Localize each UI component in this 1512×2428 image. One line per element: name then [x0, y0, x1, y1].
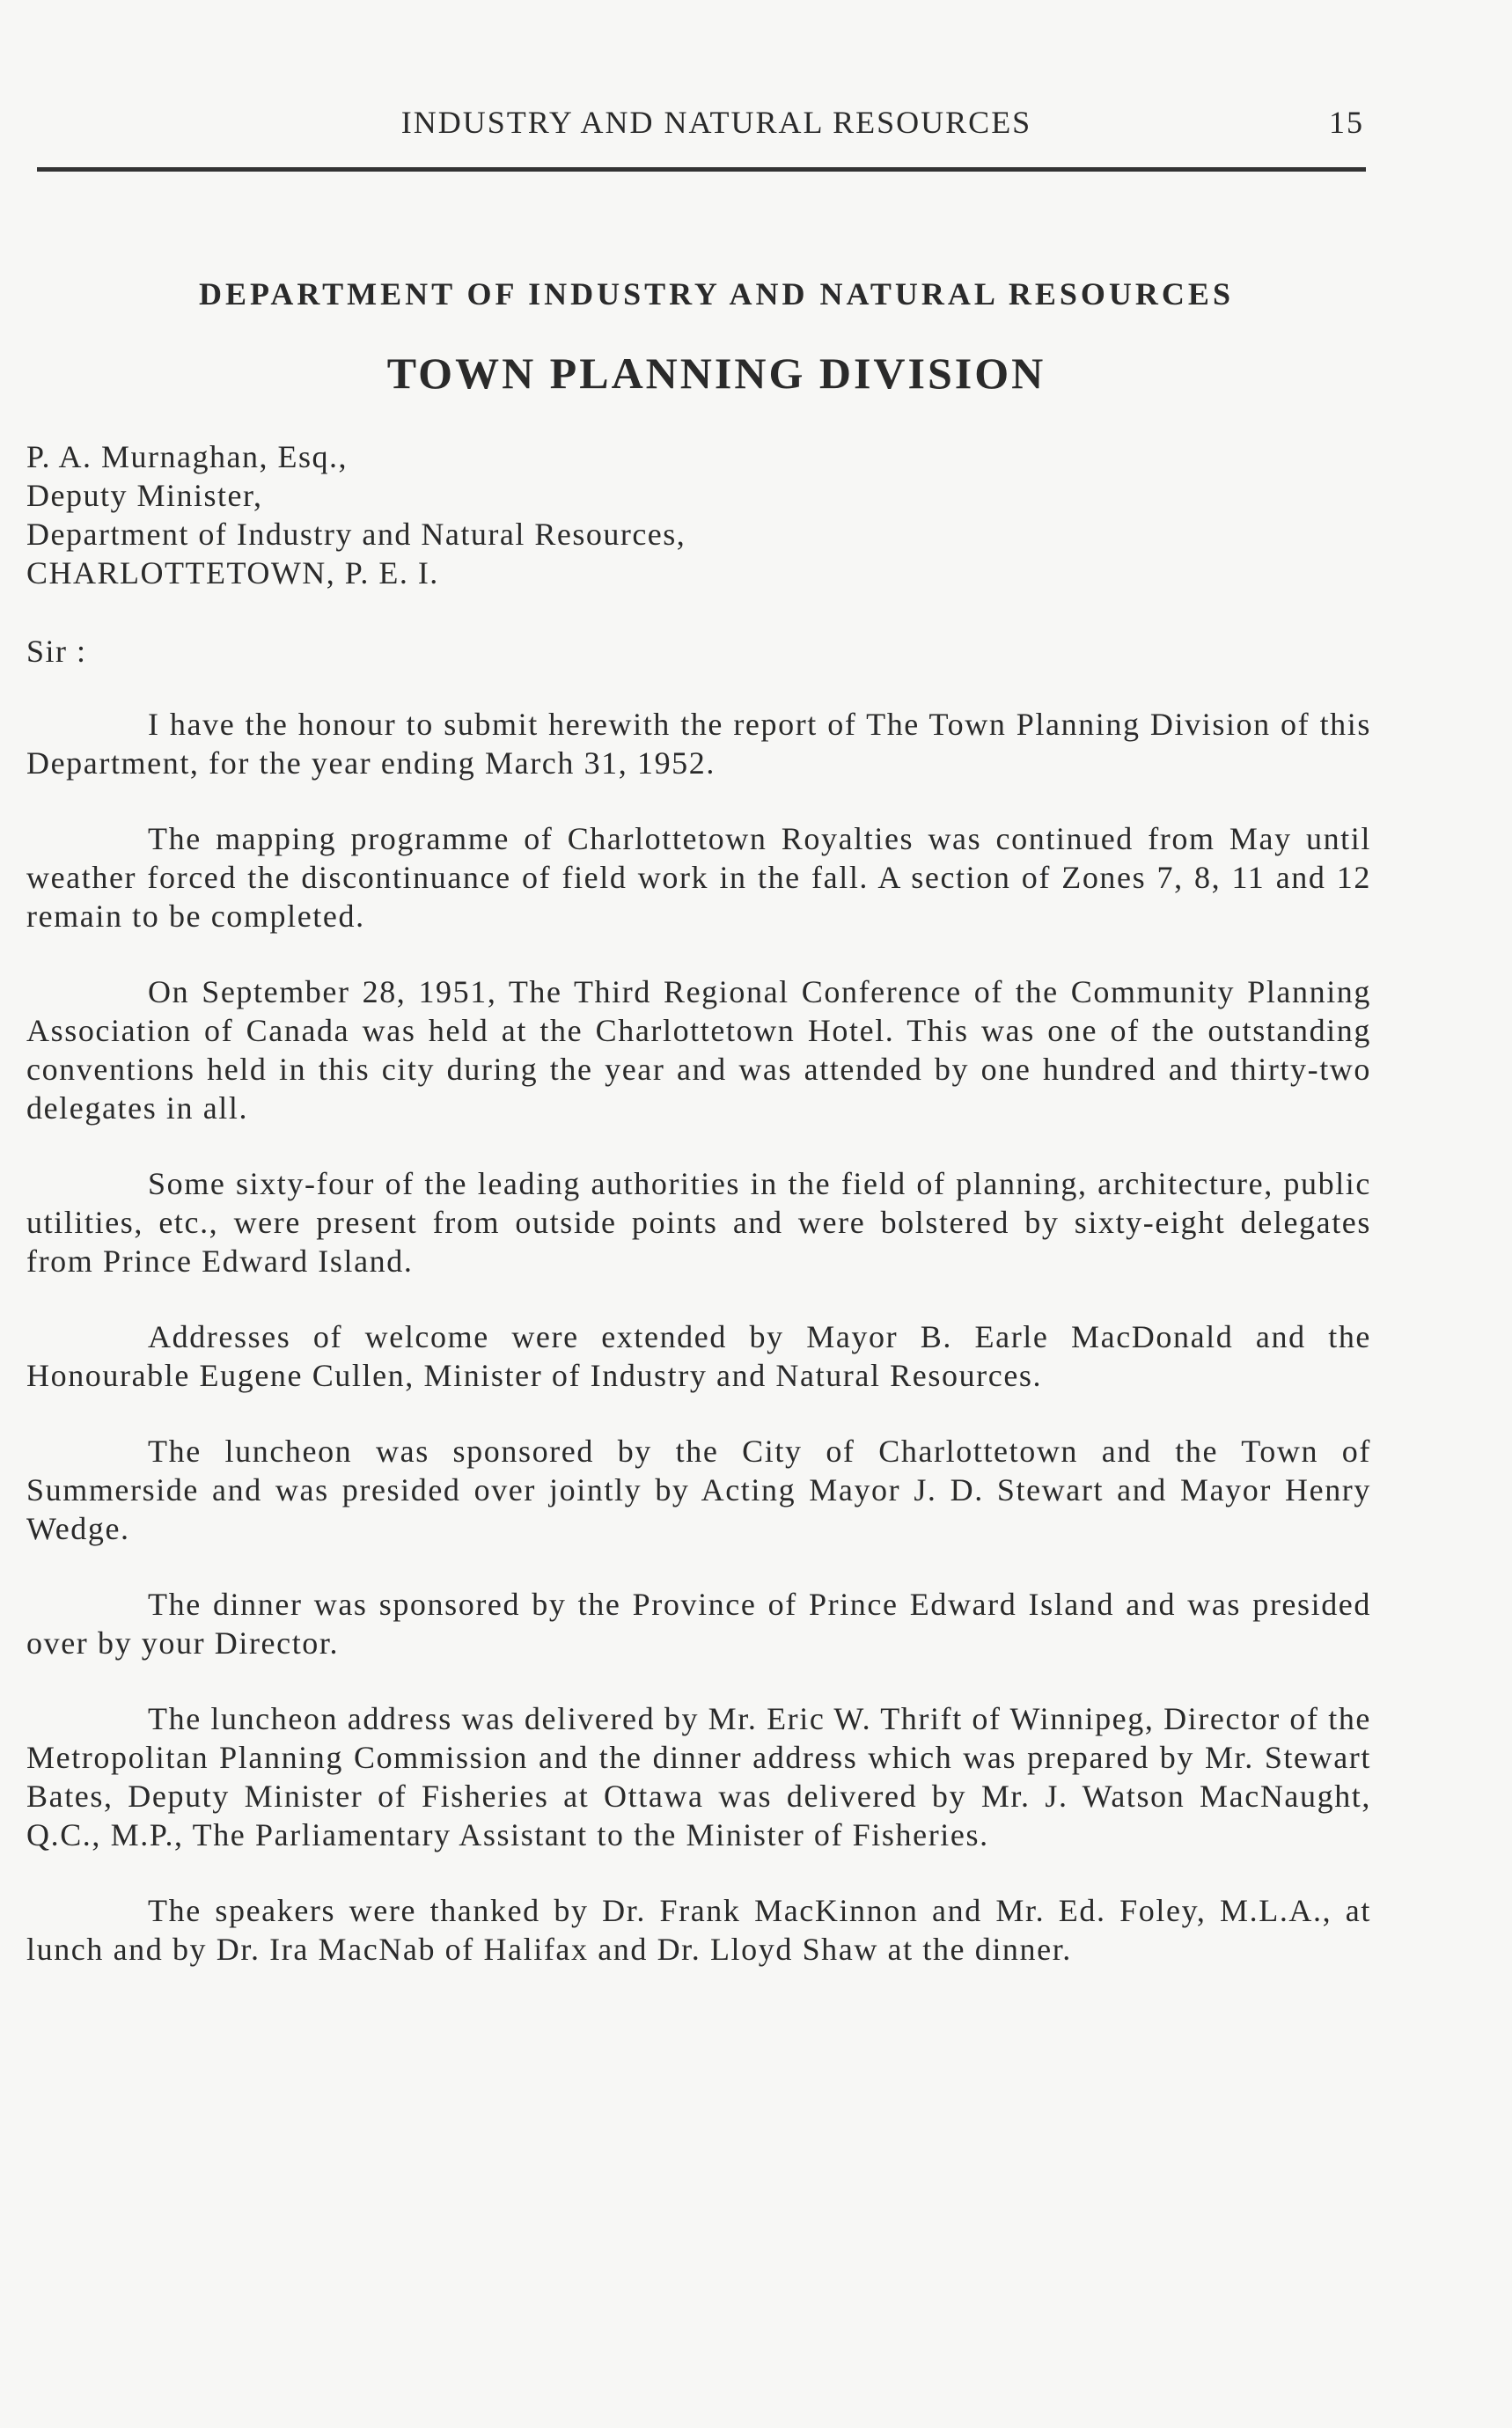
recipient-address [26, 437, 1371, 592]
paragraph: The speakers were thanked by Dr. Frank MacKinnon and Mr. Ed. Foley, M.L.A., at lunch and by Dr. Ira MacNab of Halifax and Dr. Lloyd Shaw at the dinner. [26, 1893, 1371, 1967]
address-line: Deputy Minister, [26, 478, 263, 513]
paragraph: Some sixty-four of the leading authorities in the field of planning, architecture, public utilities, etc., were present from outside points and were bolstered by sixty-eight delegates from Prince Edward Island. [26, 1166, 1371, 1279]
paragraph: Addresses of welcome were extended by Mayor B. Earle MacDonald and the Honourable Eugene Cullen, Minister of Industry and Natural Resources. [26, 1319, 1371, 1393]
running-head-title: INDUSTRY AND NATURAL RESOURCES [400, 105, 1032, 140]
address-line: P. A. Murnaghan, Esq., [26, 439, 348, 474]
paragraph: The luncheon address was delivered by Mr. Eric W. Thrift of Winnipeg, Director of the Metropolitan Planning Commission and the dinner address which was prepared by Mr. Stewart Bates, Deputy Minister of Fisheries at Ottawa was delivered by Mr. J. Watson MacNaught, Q.C., M.P., The Parliamentary Assistant to the Minister of Fisheries. [26, 1701, 1371, 1852]
paragraph: The luncheon was sponsored by the City of Charlottetown and the Town of Summerside and was presided over jointly by Acting Mayor J. D. Stewart and Mayor Henry Wedge. [26, 1434, 1371, 1546]
salutation: Sir : [26, 634, 87, 669]
address-line: Department of Industry and Natural Resources, [26, 517, 686, 552]
department-heading: DEPARTMENT OF INDUSTRY AND NATURAL RESOURCES [199, 276, 1234, 312]
page-number: 15 [1329, 105, 1364, 140]
address-line: CHARLOTTETOWN, P. E. I. [26, 555, 439, 590]
paragraph: The dinner was sponsored by the Province of Prince Edward Island and was presided over by your Director. [26, 1587, 1371, 1661]
header-rule [37, 167, 1366, 172]
paragraph: I have the honour to submit herewith the report of The Town Planning Division of this Department, for the year ending March 31, 1952. [26, 707, 1371, 781]
paragraph: The mapping programme of Charlottetown Royalties was continued from May until weather forced the discontinuance of field work in the fall. A section of Zones 7, 8, 11 and 12 remain to be completed. [26, 821, 1371, 934]
report-body [26, 705, 1371, 1969]
division-heading: TOWN PLANNING DIVISION [386, 348, 1046, 398]
paragraph: On September 28, 1951, The Third Regional Conference of the Community Planning Association of Canada was held at the Charlottetown Hotel. This was one of the outstanding conventions held in this city during the year and was attended by one hundred and thirty-two delegates in all. [26, 974, 1371, 1126]
running-head [26, 95, 1371, 150]
